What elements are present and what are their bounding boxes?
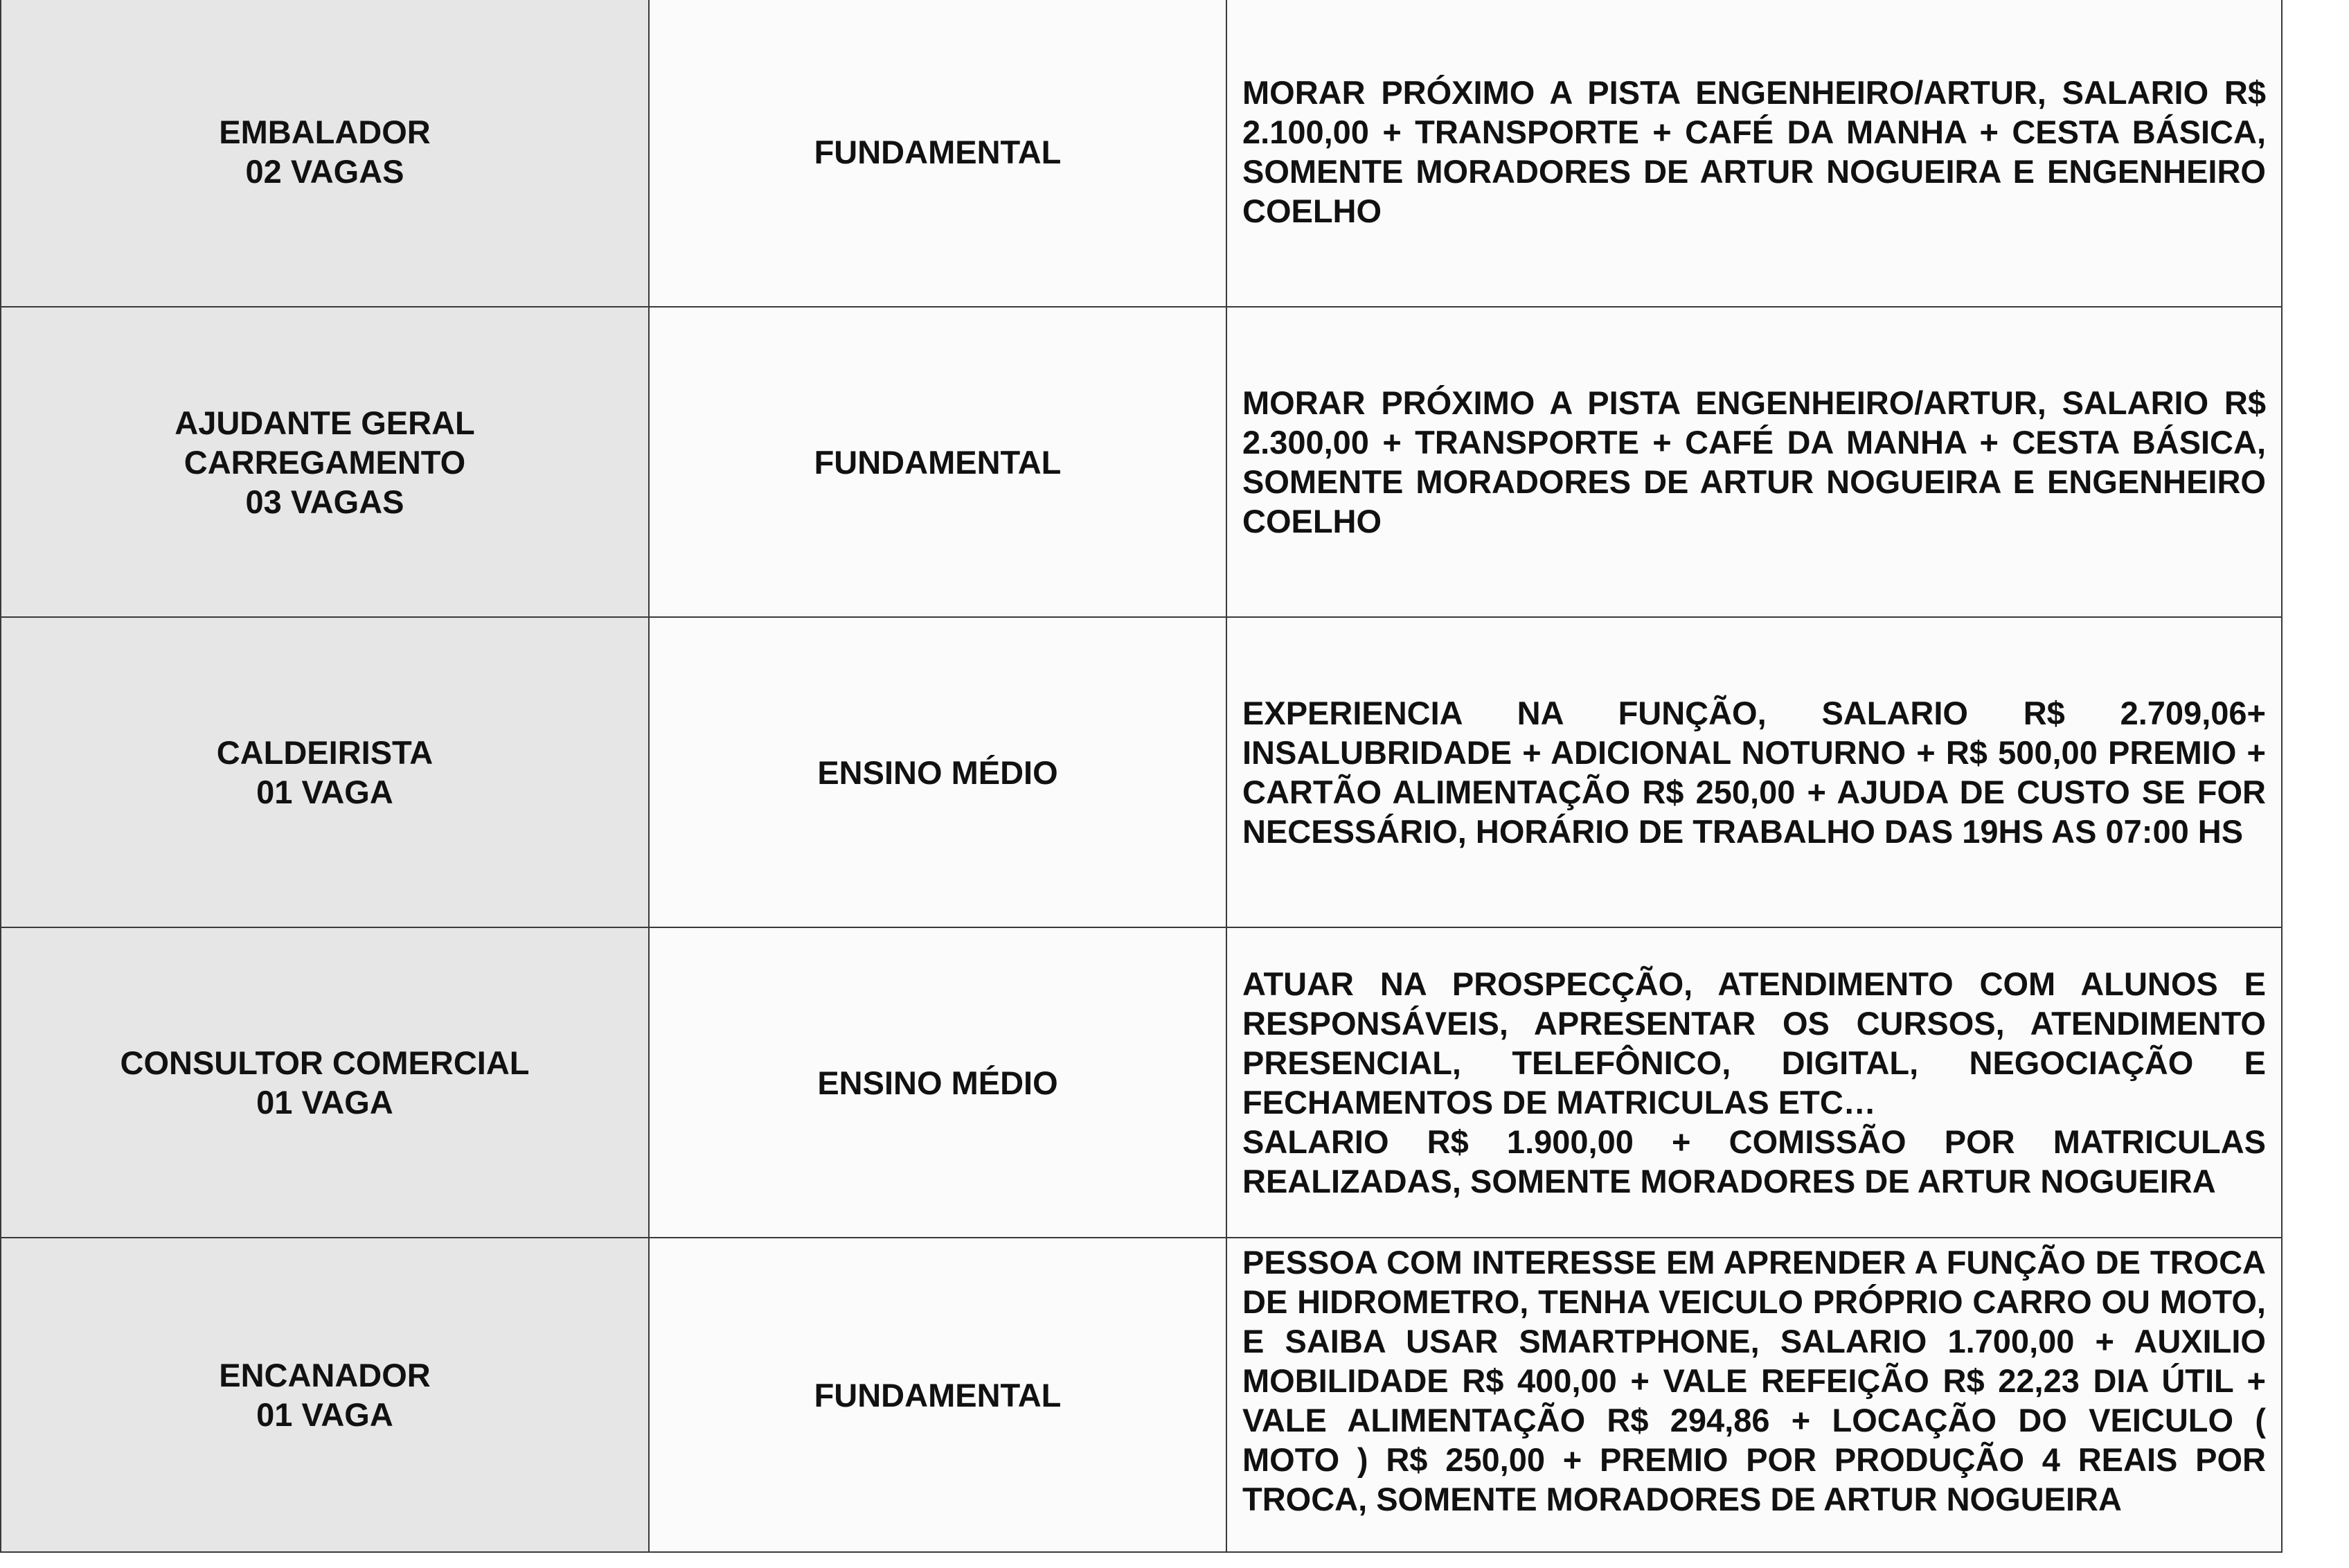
role-cell [1, 1238, 649, 1552]
role-title: CALDEIRISTA [216, 734, 434, 771]
role-cell [1, 307, 649, 617]
education-cell: FUNDAMENTAL [649, 1238, 1226, 1552]
role-title: AJUDANTE GERAL [175, 404, 475, 441]
vacancy-count: 02 VAGAS [245, 153, 404, 190]
education-cell: ENSINO MÉDIO [649, 617, 1226, 927]
education-cell: ENSINO MÉDIO [649, 927, 1226, 1238]
education-cell: FUNDAMENTAL [649, 0, 1226, 307]
table-row [1, 617, 2282, 927]
role-title: EMBALADOR [219, 114, 431, 150]
description-text: EXPERIENCIA NA FUNÇÃO, SALARIO R$ 2.709,06+ INSALUBRIDADE + ADICIONAL NOTURNO + R$ 500,00 PREMIO + CARTÃO ALIMENTAÇÃO R$ 250,00 + AJUDA DE CUSTO SE FOR NECESSÁRIO, HORÁRIO DE TRABALHO DAS 19HS AS 07:00 HS [1242, 695, 2266, 850]
description-cell [1226, 1238, 2282, 1552]
education-cell: FUNDAMENTAL [649, 307, 1226, 617]
table-row [1, 0, 2282, 307]
description-cell [1226, 927, 2282, 1238]
description-text: MORAR PRÓXIMO A PISTA ENGENHEIRO/ARTUR, SALARIO R$ 2.100,00 + TRANSPORTE + CAFÉ DA MANHA + CESTA BÁSICA, SOMENTE MORADORES DE ARTUR NOGUEIRA E ENGENHEIRO COELHO [1242, 74, 2266, 229]
description-cell [1226, 307, 2282, 617]
role-subtitle: CARREGAMENTO [184, 443, 466, 481]
role-cell [1, 617, 649, 927]
vacancy-count: 01 VAGA [256, 774, 393, 810]
description-cell [1226, 0, 2282, 307]
description-salary-text: SALARIO R$ 1.900,00 + COMISSÃO POR MATRICULAS REALIZADAS, SOMENTE MORADORES DE ARTUR NOGUEIRA [1242, 1123, 2266, 1200]
role-title: ENCANADOR [219, 1357, 431, 1393]
table-row [1, 307, 2282, 617]
description-text: MORAR PRÓXIMO A PISTA ENGENHEIRO/ARTUR, SALARIO R$ 2.300,00 + TRANSPORTE + CAFÉ DA MANHA + CESTA BÁSICA, SOMENTE MORADORES DE ARTUR NOGUEIRA E ENGENHEIRO COELHO [1242, 384, 2266, 540]
vacancy-count: 01 VAGA [256, 1396, 393, 1433]
role-title: CONSULTOR COMERCIAL [120, 1044, 530, 1081]
description-text: ATUAR NA PROSPECÇÃO, ATENDIMENTO COM ALUNOS E RESPONSÁVEIS, APRESENTAR OS CURSOS, ATENDIMENTO PRESENCIAL, TELEFÔNICO, DIGITAL, NEGOCIAÇÃO E FECHAMENTOS DE MATRICULAS ETC… [1242, 965, 2266, 1121]
description-text: PESSOA COM INTERESSE EM APRENDER A FUNÇÃO DE TROCA DE HIDROMETRO, TENHA VEICULO PRÓPRIO CARRO OU MOTO, E SAIBA USAR SMARTPHONE, SALARIO 1.700,00 + AUXILIO MOBILIDADE R$ 400,00 + VALE REFEIÇÃO R$ 22,23 DIA ÚTIL + VALE ALIMENTAÇÃO R$ 294,86 + LOCAÇÃO DO VEICULO ( MOTO ) R$ 250,00 + PREMIO POR PRODUÇÃO 4 REAIS POR TROCA, SOMENTE MORADORES DE ARTUR NOGUEIRA [1242, 1244, 2266, 1517]
vacancy-count: 03 VAGAS [245, 483, 404, 520]
table-row [1, 1238, 2282, 1552]
vacancy-count: 01 VAGA [256, 1084, 393, 1121]
table-row [1, 927, 2282, 1238]
role-cell [1, 0, 649, 307]
role-cell [1, 927, 649, 1238]
description-cell [1226, 617, 2282, 927]
